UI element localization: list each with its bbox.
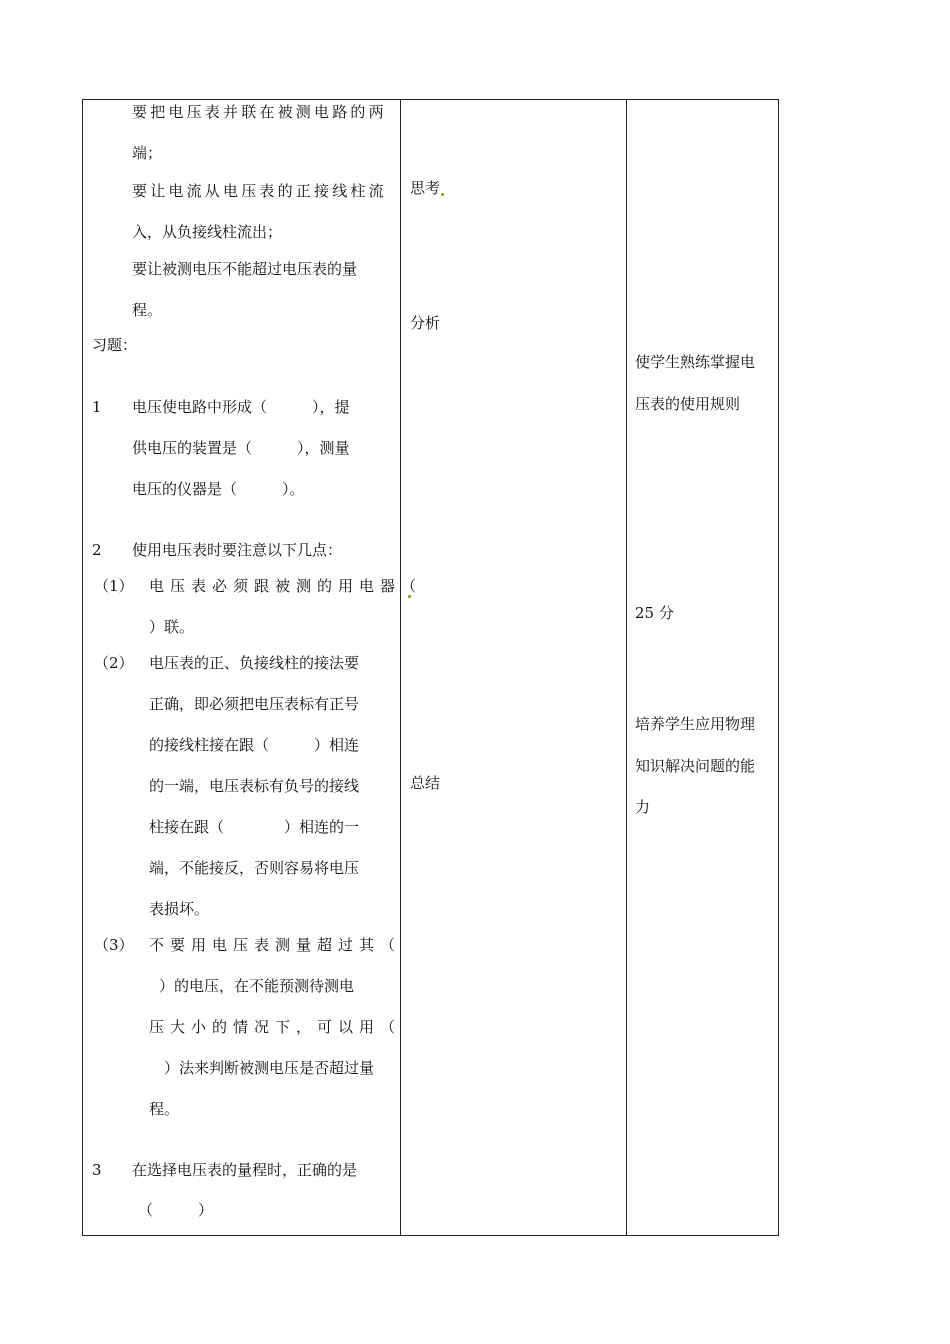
mark-dot	[408, 595, 411, 598]
point-2-line-1: 电压表的正、负接线柱的接法要	[149, 654, 360, 672]
rule-3-line-2: 程。	[132, 301, 163, 319]
point-1-number: （1）	[94, 577, 134, 595]
column-divider-2	[626, 100, 627, 1235]
activity-analyze: 分析	[410, 314, 441, 332]
question-3-number: 3	[92, 1161, 102, 1179]
question-3-line-2: （ ）	[138, 1201, 214, 1219]
point-2-number: （2）	[94, 654, 134, 672]
point-2-line-3: 的接线柱接在跟（ ）相连	[149, 736, 360, 754]
rule-3-line-1: 要让被测电压不能超过电压表的量	[132, 260, 358, 278]
activity-summary: 总结	[410, 774, 441, 792]
point-2-line-5: 柱接在跟（ ）相连的一	[149, 818, 360, 836]
column-divider-1	[400, 100, 401, 1235]
question-3-line-1: 在选择电压表的量程时，正确的是	[132, 1161, 358, 1179]
point-2-line-2: 正确，即必须把电压表标有正号	[149, 695, 360, 713]
point-2-line-7: 表损坏。	[149, 900, 210, 918]
point-1-line-1: 电压表必须跟被测的用电器（	[149, 577, 423, 595]
rule-1-line-1: 要把电压表并联在被测电路的两	[132, 103, 387, 121]
point-3-number: （3）	[94, 936, 134, 954]
question-1-line-2: 供电压的装置是（ ），测量	[132, 439, 350, 457]
question-1-line-3: 电压的仪器是（ ）。	[132, 480, 305, 498]
point-1-line-2: ）联。	[149, 618, 195, 636]
mark-dot	[441, 193, 444, 196]
goal-2-line-1: 培养学生应用物理	[635, 715, 756, 733]
point-3-line-5: 程。	[149, 1100, 180, 1118]
rule-2-line-1: 要让电流从电压表的正接线柱流	[132, 182, 387, 200]
goal-2-line-3: 力	[635, 798, 651, 816]
point-2-line-4: 的一端，电压表标有负号的接线	[149, 777, 360, 795]
point-3-line-4: ）法来判断被测电压是否超过量	[164, 1059, 375, 1077]
rule-2-line-2: 入，从负接线柱流出；	[132, 223, 283, 241]
point-3-line-2: ）的电压，在不能预测待测电	[159, 977, 355, 995]
rule-1-line-2: 端；	[132, 144, 163, 162]
question-2-line-1: 使用电压表时要注意以下几点：	[132, 541, 343, 559]
goal-2-line-2: 知识解决问题的能	[635, 757, 756, 775]
point-3-line-1: 不要用电压表测量超过其（	[149, 936, 402, 954]
question-1-line-1: 电压使电路中形成（ ），提	[132, 398, 350, 416]
question-2-number: 2	[92, 541, 102, 559]
activity-think: 思考	[410, 179, 441, 197]
goal-1-line-2: 压表的使用规则	[635, 395, 741, 413]
exercise-heading: 习题：	[92, 336, 138, 354]
time-allocation: 25 分	[635, 604, 674, 622]
point-2-line-6: 端，不能接反，否则容易将电压	[149, 859, 360, 877]
question-1-number: 1	[92, 398, 102, 416]
goal-1-line-1: 使学生熟练掌握电	[635, 353, 756, 371]
point-3-line-3: 压大小的情况下，可以用（	[149, 1018, 402, 1036]
